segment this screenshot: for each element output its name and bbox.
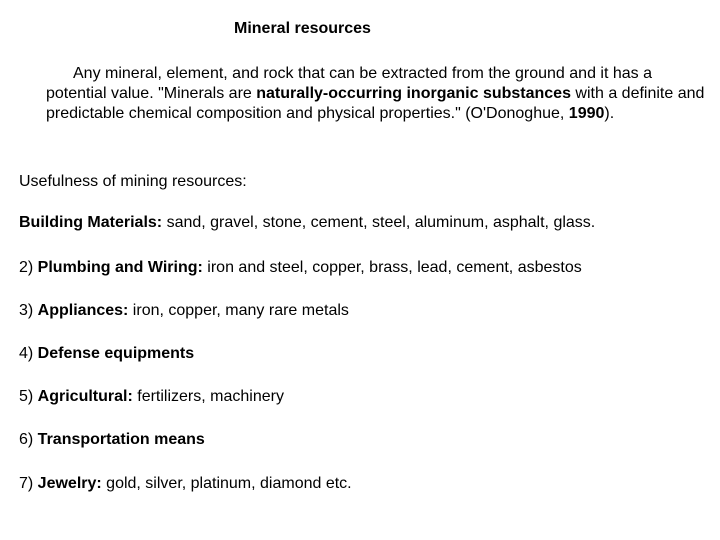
item-label: Transportation means	[37, 431, 205, 448]
list-item-defense	[19, 345, 194, 363]
item-label: Plumbing and Wiring:	[37, 259, 203, 276]
list-item-jewelry	[19, 475, 352, 493]
list-item-transportation	[19, 431, 205, 449]
list-item-building-materials	[19, 214, 595, 232]
item-text: iron, copper, many rare metals	[128, 302, 349, 319]
intro-text-2: with a definite and predictable chemical composition and physical properties." (O'Donoghue,	[46, 85, 705, 122]
item-text: iron and steel, copper, brass, lead, cement, asbestos	[202, 259, 582, 276]
item-text: fertilizers, machinery	[132, 388, 284, 405]
item-number: 4)	[19, 345, 38, 362]
intro-bold-definition: naturally-occurring inorganic substances	[256, 85, 571, 102]
intro-paragraph	[46, 64, 714, 124]
usefulness-heading: Usefulness of mining resources:	[19, 173, 247, 190]
list-item-agricultural	[19, 388, 284, 406]
item-number: 3)	[19, 302, 38, 319]
item-number: 7)	[19, 475, 38, 492]
item-label: Jewelry:	[37, 475, 102, 492]
intro-text-3: ).	[604, 105, 615, 122]
item-number: 5)	[19, 388, 38, 405]
list-item-plumbing-wiring	[19, 259, 582, 277]
item-label: Building Materials:	[19, 214, 163, 231]
intro-text-1: Any mineral, element, and rock that can be extracted from the ground and it has a potential value. "Minerals are	[46, 65, 652, 102]
item-number: 6)	[19, 431, 38, 448]
list-item-appliances	[19, 302, 349, 320]
item-text: gold, silver, platinum, diamond etc.	[101, 475, 352, 492]
item-label: Defense equipments	[37, 345, 195, 362]
item-label: Agricultural:	[37, 388, 133, 405]
page-title: Mineral resources	[234, 20, 371, 37]
intro-bold-year: 1990	[568, 105, 605, 122]
item-label: Appliances:	[37, 302, 129, 319]
item-number: 2)	[19, 259, 38, 276]
item-text: sand, gravel, stone, cement, steel, aluminum, asphalt, glass.	[162, 214, 596, 231]
